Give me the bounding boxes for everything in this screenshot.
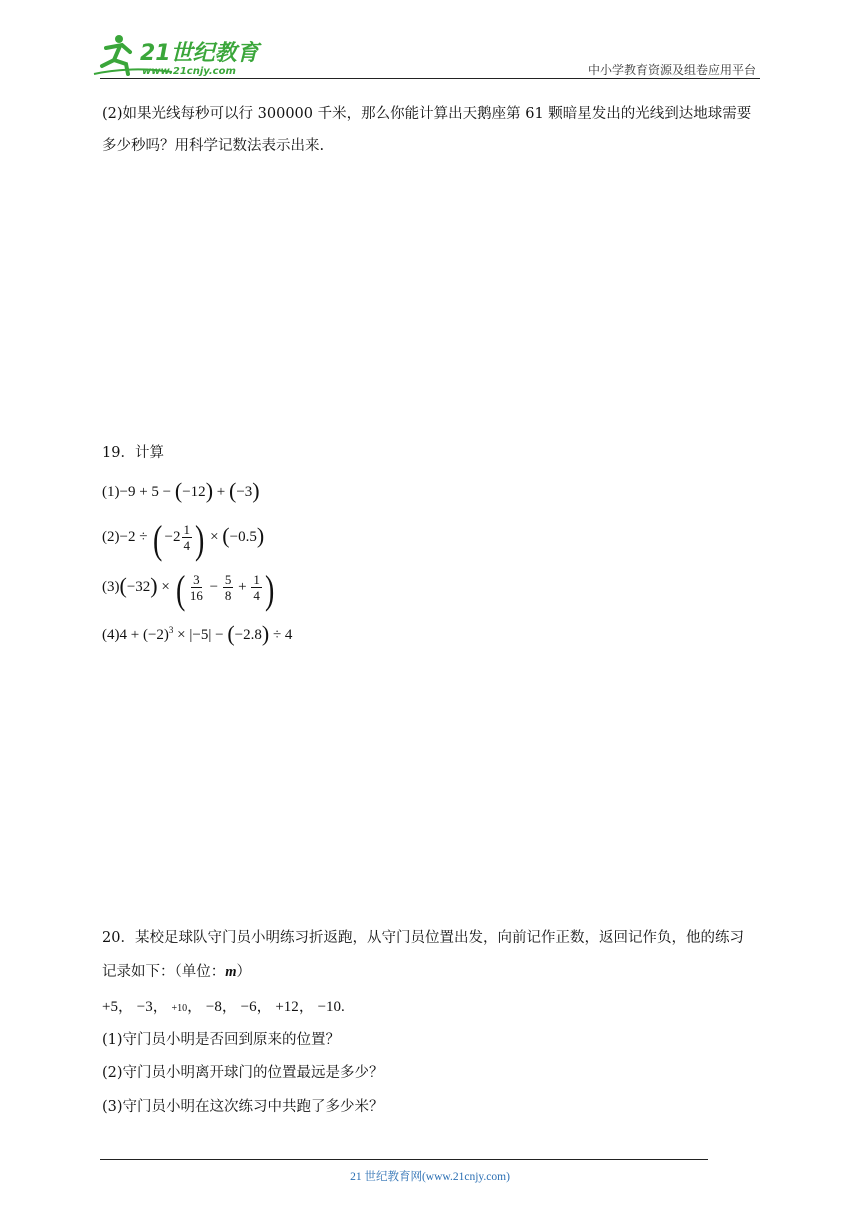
record-value: −6 bbox=[240, 999, 257, 1015]
q19-item-4-expr: $4 + (-2)^3 \times |-5| - (-2.8) \div 4$ bbox=[119, 621, 293, 646]
q19-item-1 bbox=[102, 478, 260, 503]
record-value: −3 bbox=[136, 999, 153, 1015]
q18-part2-line2: 多少秒吗？用科学记数法表示出来. bbox=[102, 138, 325, 154]
record-value: +5 bbox=[102, 999, 118, 1015]
q19-item-2 bbox=[102, 516, 265, 562]
q20-unit: m bbox=[225, 964, 237, 980]
q20-unit-prefix: 记录如下：（单位： bbox=[102, 964, 226, 980]
site-logo bbox=[92, 30, 262, 80]
runner-logo-icon bbox=[92, 30, 262, 80]
q19-item-3-expr: (−32) × ( $\frac{3}{16}$ − $\frac{5}{8}$ + $\frac{1}{4}$ ) bbox=[119, 566, 275, 612]
q19-item-2-label: (2) bbox=[102, 528, 120, 545]
q20-question-1: (1)守门员小明是否回到原来的位置？ bbox=[102, 1032, 341, 1048]
q19-item-1-expr: −9 + 5 − (−12) + (−3) bbox=[119, 478, 260, 503]
q19-item-4 bbox=[102, 620, 292, 645]
q19-item-3 bbox=[102, 566, 276, 612]
q19-title: 19．计算 bbox=[102, 445, 164, 461]
q20-question-2: (2)守门员小明离开球门的位置最远是多少？ bbox=[102, 1065, 384, 1081]
q19-item-3-label: (3) bbox=[102, 578, 120, 595]
record-value: −10 bbox=[317, 999, 342, 1015]
q20-records: +5， −3， +10， −8， −6， +12， −10. bbox=[102, 999, 345, 1015]
q20-line2 bbox=[102, 962, 251, 982]
site-name: 中小学教育资源及组卷应用平台 bbox=[587, 63, 756, 77]
footer-divider bbox=[100, 1159, 708, 1160]
q19-item-1-label: (1) bbox=[102, 484, 120, 500]
record-value: −8 bbox=[205, 999, 222, 1015]
q20-line1: 20．某校足球队守门员小明练习折返跑，从守门员位置出发，向前记作正数，返回记作负，他的练习 bbox=[102, 930, 744, 946]
record-value: +10 bbox=[171, 1003, 188, 1014]
logo-title: 21世纪教育 bbox=[140, 41, 259, 66]
logo-url: www.21cnjy.com bbox=[142, 66, 236, 77]
footer-link[interactable]: 21 世纪教育网(www.21cnjy.com) bbox=[350, 1171, 510, 1183]
q19-item-4-label: (4) bbox=[102, 627, 120, 643]
q18-part2-line1: (2)如果光线每秒可以行 300000 千米，那么你能计算出天鹅座第 61 颗暗星发出的光线到达地球需要 bbox=[102, 106, 752, 122]
q20-unit-suffix: ） bbox=[236, 964, 252, 980]
header-divider bbox=[100, 78, 760, 79]
q19-item-2-expr: −2 ÷ ( −2 $\frac{1}{4}$ ) × (−0.5) bbox=[119, 516, 265, 562]
q20-question-3: (3)守门员小明在这次练习中共跑了多少米？ bbox=[102, 1099, 384, 1115]
record-value: +12 bbox=[275, 999, 299, 1015]
